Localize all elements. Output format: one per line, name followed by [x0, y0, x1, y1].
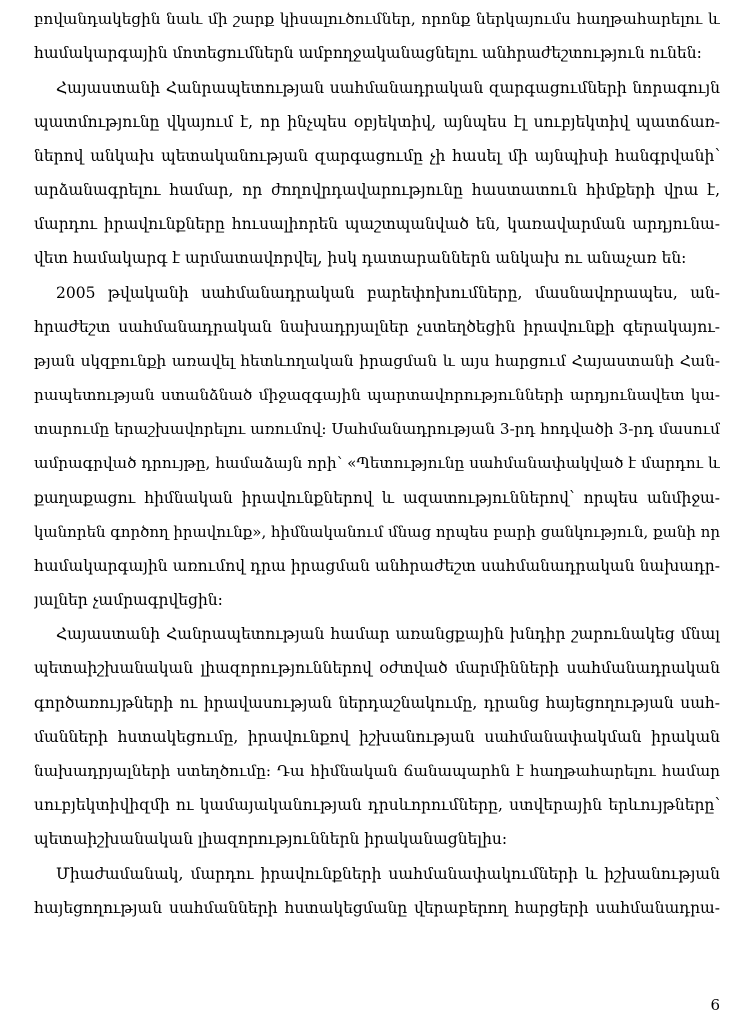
text-line: հայեցողության սահմանների հստակեցմանը վերաբերող հարցերի սահմանադրա-: [34, 899, 720, 917]
text-line: յալներ չամրագրվեցին:: [34, 591, 223, 609]
paragraph-start-line: Միաժամանակ, մարդու իրավունքների սահմանափակումների և իշխանության: [56, 865, 720, 883]
text-line: համակարգային մոտեցումներն ամբողջականացնելու անհրաժեշտություն ունեն:: [34, 44, 702, 62]
text-line: պետաիշխանական լիազորություններով օժտված մարմինների սահմանադրական: [34, 659, 720, 677]
text-line: պատմությունը վկայում է, որ ինչպես օբյեկտիվ, այնպես էլ սուբյեկտիվ պատճառ-: [34, 113, 720, 131]
text-line: ներով անկախ պետականության զարգացումը չի հասել մի այնպիսի հանգրվանի՝: [34, 147, 720, 165]
paragraph-start-line: 2005 թվականի սահմանադրական բարեփոխումները, մասնավորապես, ան-: [56, 284, 720, 302]
text-line: պետաիշխանական լիազորություններն իրականացնելիս:: [34, 830, 508, 848]
paragraph-start-line: Հայաստանի Հանրապետության սահմանադրական զարգացումների նորագույն: [56, 79, 720, 97]
text-line: արձանագրելու համար, որ ժողովրդավարությունը հաստատուն հիմքերի վրա է,: [34, 181, 720, 199]
page-number: 6: [710, 996, 720, 1014]
text-line: թյան սկզբունքի առավել հետևողական իրացման և այս հարցում Հայաստանի Հան-: [34, 352, 720, 370]
text-line: համակարգային առումով դրա իրացման անհրաժեշտ սահմանադրական նախադր-: [34, 557, 720, 575]
text-line: հրաժեշտ սահմանադրական նախադրյալներ չստեղծեցին իրավունքի գերակայու-: [34, 318, 720, 336]
text-line: կանորեն գործող իրավունք», հիմնականում մնաց որպես բարի ցանկություն, քանի որ: [34, 523, 720, 541]
text-line: րապետության ստանձնած միջազգային պարտավորությունների արդյունավետ կա-: [34, 386, 720, 404]
text-line: սուբյեկտիվիզմի ու կամայականության դրսևորումները, ստվերային երևույթները՝: [34, 796, 720, 814]
text-line: քաղաքացու հիմնական իրավունքներով և ազատություններով՝ որպես անմիջա-: [34, 489, 720, 507]
text-line: նախադրյալների ստեղծումը: Դա հիմնական ճանապարհն է հաղթահարելու համար: [34, 762, 720, 780]
text-line: բովանդակեցին նաև մի շարք կիսալուծումներ, որոնք ներկայումս հաղթահարելու և: [34, 10, 720, 28]
text-line: տարումը երաշխավորելու առումով: Սահմանադրության 3-րդ հոդվածի 3-րդ մասում: [34, 420, 720, 438]
text-line: մարդու իրավունքները հուսալիորեն պաշտպանված են, կառավարման արդյունա-: [34, 215, 720, 233]
text-line: վետ համակարգ է արմատավորվել, իսկ դատարաններն անկախ ու անաչառ են:: [34, 249, 687, 267]
text-line: մանների հստակեցումը, իրավունքով իշխանության սահմանափակման իրական: [34, 728, 720, 746]
text-line: ամրագրված դրույթը, համաձայն որի՝ «Պետությունը սահմանափակված է մարդու և: [34, 454, 720, 472]
paragraph-start-line: Հայաստանի Հանրապետության համար առանցքային խնդիր շարունակեց մնալ: [56, 625, 720, 643]
text-line: գործառույթների ու իրավասության ներդաշնակումը, դրանց հայեցողության սահ-: [34, 694, 720, 712]
